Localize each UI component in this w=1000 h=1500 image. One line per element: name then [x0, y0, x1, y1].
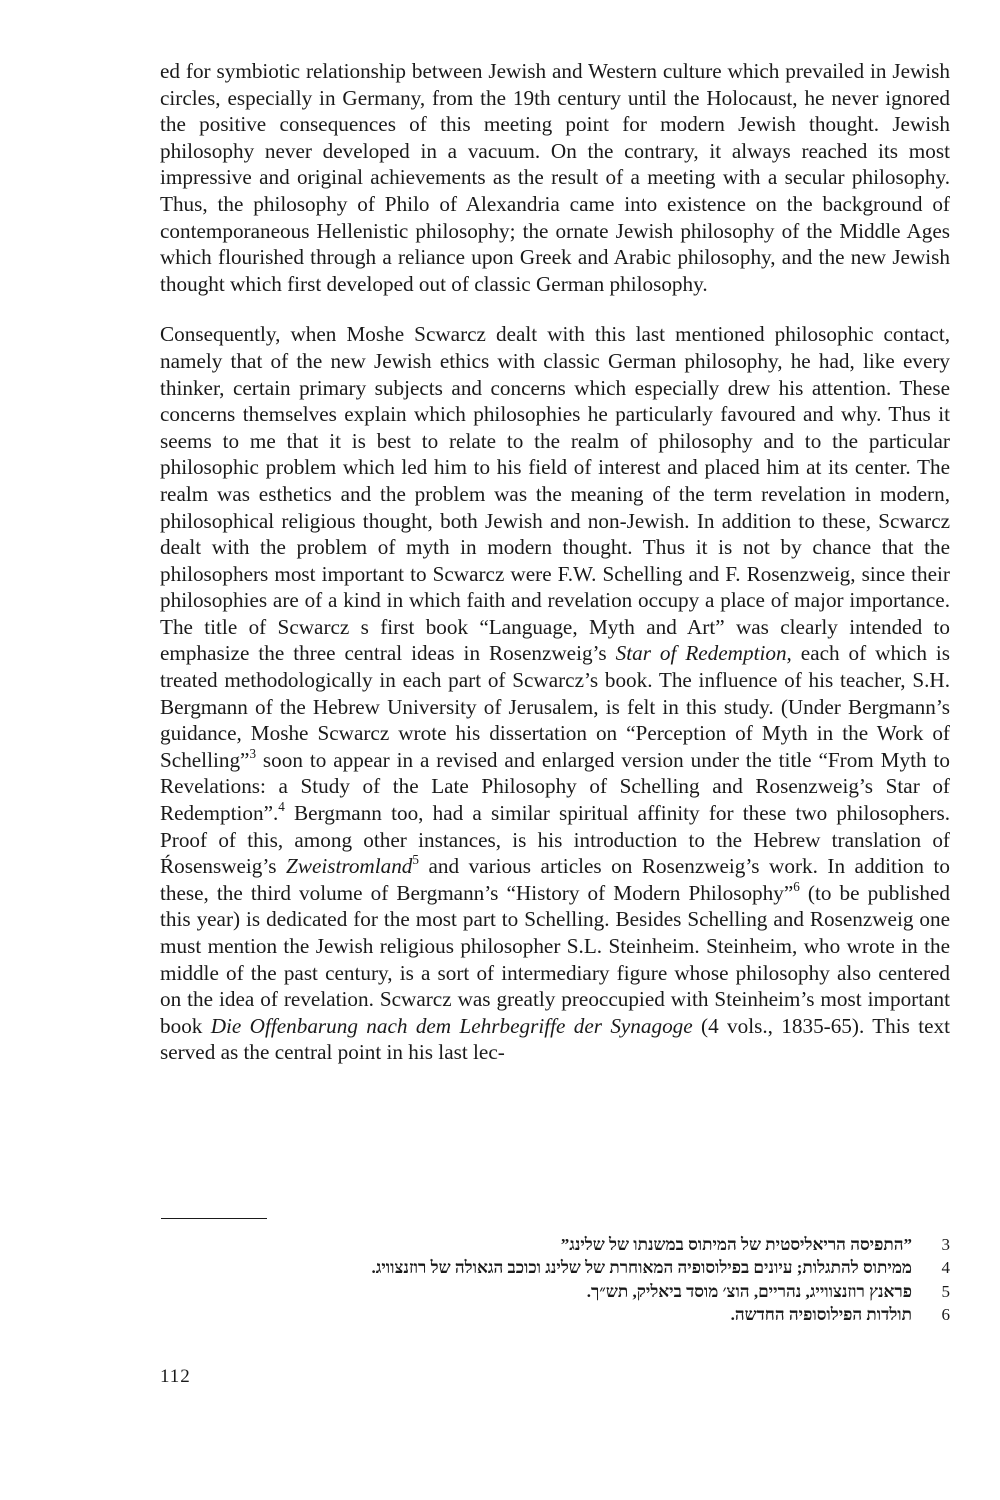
body-text	[160, 58, 950, 1066]
footnote-text: ממיתוס להתגלות; עיונים בפילוסופיה המאוחרת של שלינג וכוכב הגאולה של רוזנצוויג.	[371, 1258, 912, 1278]
italic-title: Star of Redemption	[615, 641, 787, 666]
page-number: 112	[160, 1366, 191, 1387]
text-run: Consequently, when Moshe Scwarcz dealt with this last mentioned philosophic contact, namely that of the new Jewish ethics with classic German philosophy, he had, like every thinker, certain primary subjects and concerns which especially drew his attention. These concerns themselves explain which philosophies he particularly favoured and why. Thus it seems to me that it is best to relate to the realm of philosophy and to the particular philosophic problem which led him to his field of interest and placed him at its center. The realm was esthetics and the problem was the meaning of the term revelation in modern, philosophical religious thought, both Jewish and non-Jewish. In addition to these, Scwarcz dealt with the problem of myth in modern thought. Thus it is not by chance that the philosophers most important to Scwarcz were F.W. Schelling and F. Rosenzweig, since their philosophies are of a kind in which faith and revelation occupy a place of major importance. The title of Scwarcz s first book “Language, Myth and Art” was clearly intended to emphasize the three central ideas in Rosenzweig’s	[160, 322, 950, 666]
footnote-number: 4	[941, 1258, 950, 1278]
text-run: soon to appear in a revised and enlarged version under the title “From Myth to Revelations: a Study of the Late Philosophy of Schelling and Rosenzweig’s Star of Redemption”.	[160, 747, 950, 826]
footnote-number: 5	[941, 1281, 950, 1301]
text-run: and various articles on Rosenzweig’s work. In addition to these, the third volume of Bergmann’s “History of Modern Philosophy”	[160, 854, 950, 905]
text-run: , each of which is treated methodologically in each part of Scwarcz’s book. The influence of his teacher, S.H. Bergmann of the Hebrew University of Jerusalem, is felt in this study. (Under Bergmann’s guidance, Moshe Scwarcz wrote his dissertation on “Perception of Myth in the Work of Schelling”	[160, 641, 951, 772]
footnotes	[160, 1233, 950, 1327]
footnote-separator	[161, 1218, 267, 1219]
footnote-3	[160, 1233, 950, 1256]
italic-title: Die Offenbarung nach dem Lehrbegriffe der Synagoge	[210, 1013, 693, 1038]
footnote-text: ”התפיסה הריאליסטית של המיתוס במשנתו של שלינג”	[560, 1235, 912, 1254]
paragraph-1	[160, 58, 950, 297]
footnote-ref: 6	[793, 878, 800, 894]
italic-title: Zweistromland	[286, 854, 413, 879]
text-run: (to be published this year) is dedicated for the most part to Schelling. Besides Schelling and Rosenzweig one must mention the Jewish religious philosopher S.L. Steinheim. Steinheim, who wrote in the middle of the past century, is a sort of intermediary figure whose philosophy also centered on the idea of revelation. Scwarcz was greatly preoccupied with Steinheim’s most important book	[160, 880, 950, 1038]
footnote-text: תולדות הפילוסופיה החדשה.	[730, 1305, 912, 1325]
footnote-ref: 5	[412, 852, 419, 868]
footnote-number: 6	[941, 1305, 950, 1325]
footnote-ref: 3	[249, 745, 256, 761]
footnote-text: פראנץ רוזנצווייג, נהריים, הוצ׳ מוסד ביאליק, תש״ך.	[586, 1281, 912, 1301]
footnote-4	[160, 1256, 950, 1279]
footnote-ref: 4	[278, 798, 285, 814]
text-run: ed for symbiotic relationship between Jewish and Western culture which prevailed in Jewish circles, especially in Germany, from the 19th century until the Holocaust, he never ignored the positive consequences of this meeting point for modern Jewish thought. Jewish philosophy never developed in a vacuum. On the contrary, it always reached its most impressive and original achievements as the result of a meeting with a secular philosophy. Thus, the philosophy of Philo of Alexandria came into existence on the background of contemporaneous Hellenistic philosophy; the ornate Jewish philosophy of the Middle Ages which flourished through a reliance upon Greek and Arabic philosophy, and the new Jewish thought which first developed out of classic German philosophy.	[160, 59, 950, 296]
text-run: (4 vols., 1835-65). This text served as the central point in his last lec-	[160, 1013, 950, 1065]
text-run: Bergmann too, had a similar spiritual affinity for these two philosophers. Proof of this, among other instances, is his introduction to the Hebrew translation of Ŕosensweig’s	[160, 801, 950, 879]
footnote-6	[160, 1303, 950, 1326]
paragraph-2	[160, 321, 950, 1066]
footnote-number: 3	[941, 1235, 950, 1254]
footnote-5	[160, 1280, 950, 1303]
